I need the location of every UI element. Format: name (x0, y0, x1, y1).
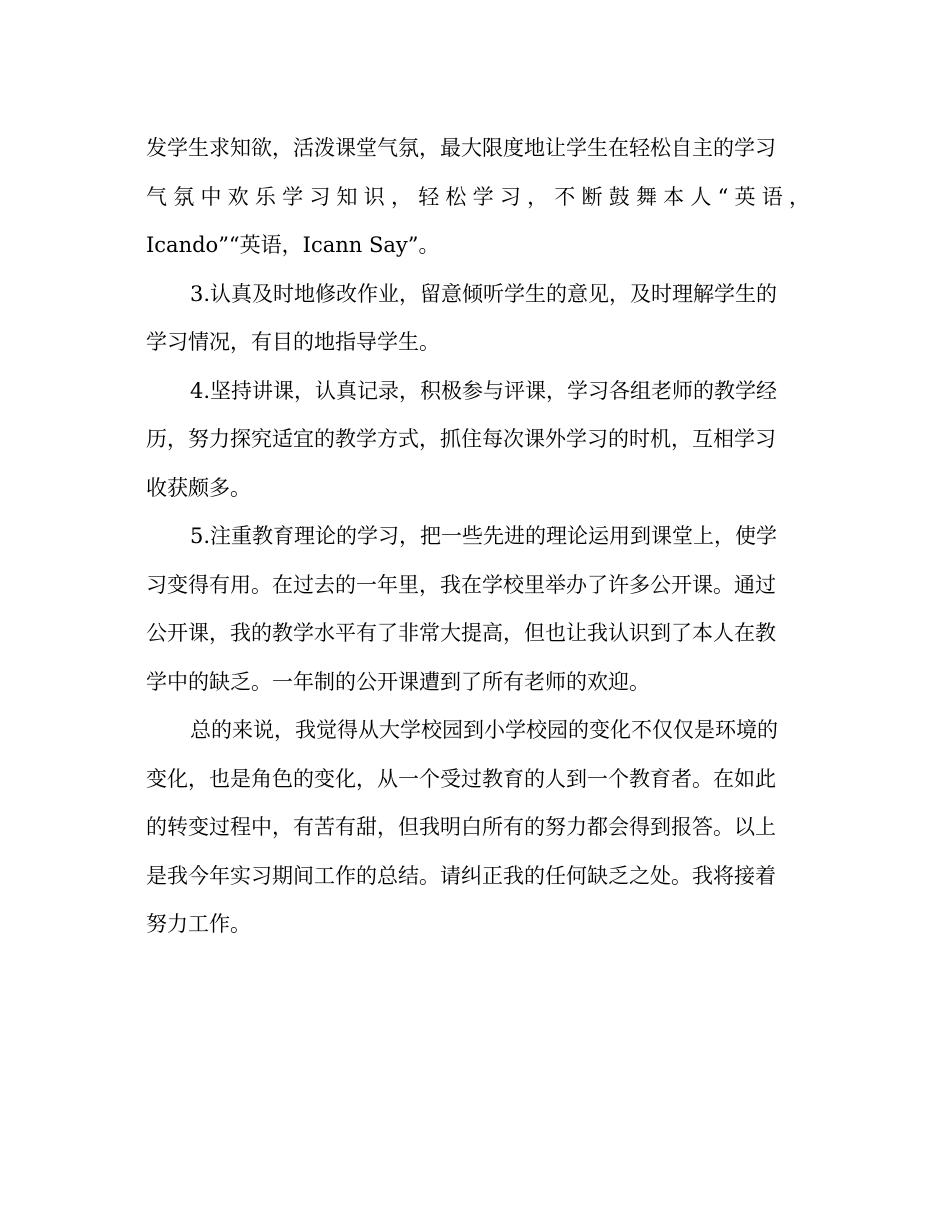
text-line: 总的来说，我觉得从大学校园到小学校园的变化不仅仅是环境的 (190, 718, 778, 742)
text-line: 习变得有用。在过去的一年里，我在学校里举办了许多公开课。通过 (146, 572, 776, 597)
text-line: 的转变过程中，有苦有甜，但我明白所有的努力都会得到报答。以上 (146, 815, 776, 839)
text-line: 努力工作。 (146, 912, 251, 936)
document-body (146, 124, 810, 949)
text-line: 气氛中欢乐学习知识，轻松学习，不断鼓舞本人“英语， (146, 184, 810, 209)
text-line: 变化，也是角色的变化，从一个受过教育的人到一个教育者。在如此 (146, 766, 776, 791)
text-line: 4.坚持讲课，认真记录，积极参与评课，学习各组老师的教学经 (190, 378, 778, 403)
text-line: 学习情况，有目的地指导学生。 (146, 330, 440, 354)
text-line: Icando”“英语，Icann Say”。 (146, 233, 440, 257)
text-line: 收获颇多。 (146, 475, 251, 500)
text-line: 5.注重教育理论的学习，把一些先进的理论运用到课堂上，使学 (190, 524, 778, 548)
text-line: 学中的缺乏。一年制的公开课遭到了所有老师的欢迎。 (146, 669, 650, 694)
text-line: 历，努力探究适宜的教学方式，抓住每次课外学习的时机，互相学习 (146, 427, 776, 451)
text-line: 3.认真及时地修改作业，留意倾听学生的意见，及时理解学生的 (190, 281, 778, 306)
text-line: 发学生求知欲，活泼课堂气氛，最大限度地让学生在轻松自主的学习 (146, 136, 776, 160)
text-line: 是我今年实习期间工作的总结。请纠正我的任何缺乏之处。我将接着 (146, 863, 776, 888)
text-line: 公开课，我的教学水平有了非常大提高，但也让我认识到了本人在教 (146, 621, 776, 645)
